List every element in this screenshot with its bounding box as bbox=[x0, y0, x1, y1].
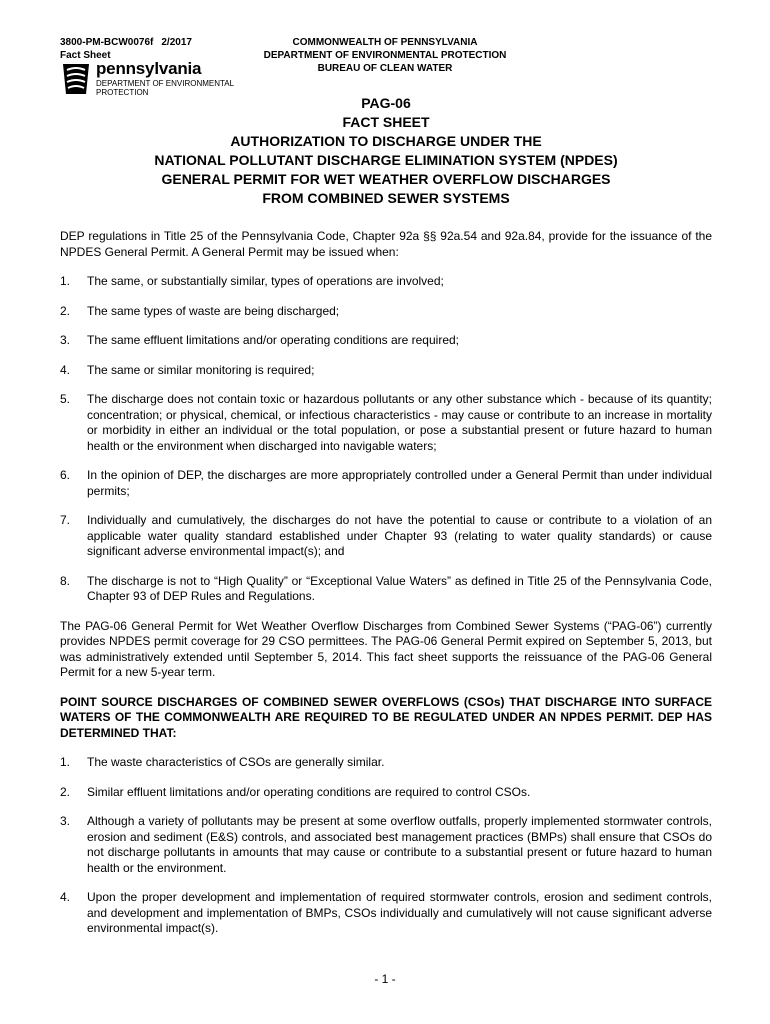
item-text: Similar effluent limitations and/or operating conditions are required to control CSOs. bbox=[87, 784, 531, 799]
list-item bbox=[60, 274, 712, 290]
list-item bbox=[60, 785, 712, 801]
form-date: 2/2017 bbox=[161, 37, 192, 48]
form-number: 3800-PM-BCW0076f bbox=[60, 37, 154, 48]
item-text: Upon the proper development and implementation of required stormwater controls, erosion and sediment controls, and development and implementation of BMPs, CSOs individually and cumulatively will not cause significant adverse environmental impact(s). bbox=[87, 890, 712, 935]
title-line2: FACT SHEET bbox=[342, 114, 430, 130]
title-line3: AUTHORIZATION TO DISCHARGE UNDER THE bbox=[230, 133, 542, 149]
item-text: The same, or substantially similar, types of operations are involved; bbox=[87, 274, 444, 288]
logo-wordmark: pennsylvania bbox=[96, 59, 202, 78]
item-number: 4. bbox=[60, 362, 71, 377]
determinations-list bbox=[60, 755, 712, 937]
list-item bbox=[60, 392, 712, 454]
item-text: Although a variety of pollutants may be present at some overflow outfalls, properly implemented stormwater controls, erosion and sediment (E&S) controls, and associated best management practices (BMPs) shall ensure that CSOs do not discharge pollutants in amounts that may cause or contribute to a substantial present or future hazard to human health or the environment. bbox=[87, 814, 712, 875]
item-text: The same effluent limitations and/or operating conditions are required; bbox=[87, 333, 459, 347]
item-text: The discharge is not to “High Quality” or “Exceptional Value Waters” as defined in Title 25 of the Pennsylvania Code, Chapter 93 of DEP Rules and Regulations. bbox=[87, 573, 712, 603]
item-text: The same types of waste are being discharged; bbox=[87, 303, 340, 318]
title-line1: PAG-06 bbox=[361, 95, 411, 111]
list-item bbox=[60, 890, 712, 937]
summary-paragraph: The PAG-06 General Permit for Wet Weather Overflow Discharges from Combined Sewer Systems (“PAG-06”) currently provides NPDES permit coverage for 29 CSO permittees. The PAG-06 General Permit expired on September 5, 2013, but was administratively extended until September 5, 2014. This fact sheet supports the reissuance of the PAG-06 General Permit for a new 5-year term. bbox=[60, 618, 712, 679]
item-number: 5. bbox=[60, 392, 71, 406]
item-text: Individually and cumulatively, the discharges do not have the potential to cause or contribute to a violation of an applicable water quality standard established under Chapter 93 (relating to water quality standards) or cause significant adverse environmental impact(s); and bbox=[87, 513, 712, 558]
title-line4: NATIONAL POLLUTANT DISCHARGE ELIMINATION SYSTEM (NPDES) bbox=[154, 152, 618, 168]
item-number: 3. bbox=[60, 814, 71, 828]
title-line6: FROM COMBINED SEWER SYSTEMS bbox=[262, 190, 510, 206]
document-title bbox=[60, 94, 712, 208]
agency-header bbox=[230, 36, 540, 75]
determination-heading: POINT SOURCE DISCHARGES OF COMBINED SEWER OVERFLOWS (CSOs) THAT DISCHARGE INTO SURFACE WATERS OF THE COMMONWEALTH ARE REQUIRED TO BE REGULATED UNDER AN NPDES PERMIT. DEP HAS DETERMINED THAT: bbox=[60, 694, 712, 740]
item-number: 1. bbox=[60, 274, 71, 288]
item-number: 6. bbox=[60, 468, 71, 482]
list-item bbox=[60, 333, 712, 349]
item-text: The discharge does not contain toxic or hazardous pollutants or any other substance which - because of its quantity; concentration; or physical, chemical, or infectious characteristics - may cause or contribute to an increase in mortality or morbidity in either an individual or the total population, or pose a substantial present or future hazard to human health or the environment when discharged into navigable waters; bbox=[87, 392, 712, 453]
document-body bbox=[60, 229, 712, 951]
item-number: 4. bbox=[60, 890, 71, 904]
logo-dept-line2: PROTECTION bbox=[96, 88, 149, 97]
title-line5: GENERAL PERMIT FOR WET WEATHER OVERFLOW DISCHARGES bbox=[161, 171, 611, 187]
item-number: 8. bbox=[60, 573, 71, 588]
list-item bbox=[60, 814, 712, 876]
page-number: - 1 - bbox=[374, 972, 396, 986]
item-text: In the opinion of DEP, the discharges are more appropriately controlled under a General Permit than under individual permits; bbox=[87, 468, 712, 498]
agency-line2: DEPARTMENT OF ENVIRONMENTAL PROTECTION bbox=[263, 50, 507, 61]
list-item bbox=[60, 574, 712, 605]
item-number: 2. bbox=[60, 303, 71, 318]
item-text: The waste characteristics of CSOs are generally similar. bbox=[87, 755, 385, 769]
doc-type: Fact Sheet bbox=[60, 50, 111, 61]
item-number: 2. bbox=[60, 784, 71, 799]
keystone-logo-icon bbox=[60, 60, 92, 98]
list-item bbox=[60, 513, 712, 560]
agency-line1: COMMONWEALTH OF PENNSYLVANIA bbox=[292, 37, 478, 48]
item-number: 7. bbox=[60, 513, 71, 527]
list-item bbox=[60, 363, 712, 379]
item-number: 3. bbox=[60, 333, 71, 347]
item-number: 1. bbox=[60, 755, 71, 769]
list-item bbox=[60, 468, 712, 499]
conditions-list bbox=[60, 274, 712, 605]
item-text: The same or similar monitoring is required; bbox=[87, 362, 315, 377]
list-item bbox=[60, 755, 712, 771]
list-item bbox=[60, 304, 712, 320]
intro-paragraph: DEP regulations in Title 25 of the Pennsylvania Code, Chapter 92a §§ 92a.54 and 92a.84, provide for the issuance of the NPDES General Permit. A General Permit may be issued when: bbox=[60, 229, 712, 259]
agency-line3: BUREAU OF CLEAN WATER bbox=[317, 63, 453, 74]
form-id bbox=[60, 36, 200, 49]
logo-dept-line1: DEPARTMENT OF ENVIRONMENTAL bbox=[96, 79, 235, 88]
